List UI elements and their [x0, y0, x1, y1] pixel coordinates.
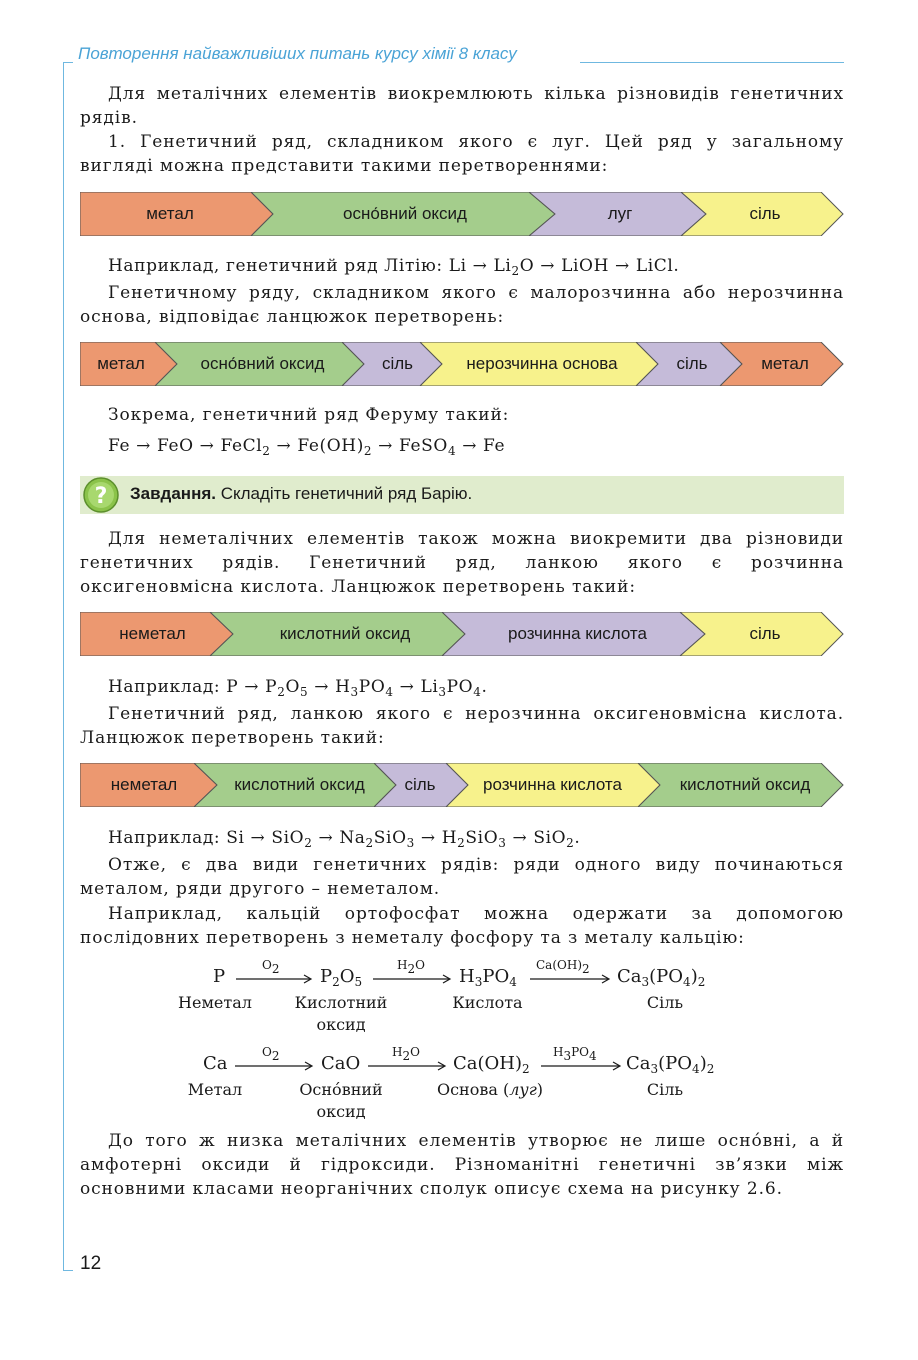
scheme-ca3po42: $Ca_3(PO_4)_2$ — [617, 966, 706, 989]
reagent-h-symbol: H — [553, 1045, 564, 1059]
scheme-label-acid-oxide-2: оксид — [316, 1015, 366, 1034]
scheme-label-base — [420, 1079, 560, 1101]
reagent-water: $H_2O$ — [397, 958, 425, 976]
reagent-water-h: H — [397, 958, 408, 972]
scheme-label-salt: Сіль — [646, 1080, 684, 1099]
chain-soluble-acid — [80, 612, 844, 656]
chain-insoluble-base — [80, 342, 844, 386]
reagent-oxygen: $O_2$ — [262, 1045, 280, 1063]
margin-tick-top — [63, 62, 73, 63]
running-header: Повторення найважливіших питань курсу хімії 8 класу — [78, 44, 517, 63]
chain-item-salt: сіль — [404, 775, 436, 794]
paragraph-alkali-series: 1. Генетичний ряд, складником якого є луг. Цей ряд у загальному вигляді можна представити такими перетвореннями: — [80, 132, 844, 176]
chain-item-acid-oxide: кислотний оксид — [679, 775, 811, 794]
example-label: Наприклад: — [108, 677, 227, 697]
chain-item-alkali: луг — [607, 204, 633, 223]
scheme-label-basic-oxide-1: Осно́вний — [299, 1080, 383, 1099]
chain-item-acid-oxide: кислотний оксид — [279, 624, 411, 643]
reagent-water-o: O — [410, 1045, 420, 1059]
chain-item-insoluble-base: нерозчинна основа — [466, 354, 618, 373]
paragraph-final: До того ж низка металічних елементів утворює не лише осно́вні, а й амфотерні оксиди й гідроксиди. Різноманітні генетичні зв’язки між основними класами неорганічних сполук описує схема на рисунку 2.6. — [80, 1131, 844, 1199]
reagent-water-o: O — [415, 958, 425, 972]
paragraph-nonmetal: Для неметалічних елементів також можна виокремити два різновиди генетичних рядів. Генетичний ряд, ланкою якого є розчинна оксигеновмісна кислота. Ланцюжок перетворень такий: — [80, 529, 844, 597]
scheme-calcium: Ca — [203, 1053, 228, 1074]
reagent-phosphoric-acid: $H_3PO_4$ — [553, 1045, 597, 1063]
scheme-label-salt: Сіль — [646, 993, 684, 1012]
example-label: Наприклад: — [108, 828, 227, 848]
scheme-phosphorus: P — [213, 966, 226, 987]
scheme-label-acid: Кислота — [452, 993, 523, 1012]
scheme-h3po4: $H_3PO_4$ — [459, 966, 517, 989]
reagent-water-h: H — [392, 1045, 403, 1059]
scheme-p2o5: $P_2O_5$ — [320, 966, 363, 989]
margin-tick-bottom — [63, 1270, 73, 1271]
reagent-po-symbol: PO — [571, 1045, 590, 1059]
chain-item-soluble-acid: розчинна кислота — [483, 775, 622, 794]
chain-item-metal: метал — [146, 204, 194, 223]
phosphorus-example: Наприклад: $P \to P_2O_5 \to H_3PO_4 \to Li_3PO_4$. — [108, 677, 488, 699]
chain-item-salt: сіль — [749, 624, 781, 643]
scheme-label-basic-oxide-2: оксид — [316, 1102, 366, 1121]
task-title: Завдання. — [130, 484, 216, 503]
svg-text:?: ? — [94, 484, 108, 509]
scheme-label-nonmetal: Неметал — [178, 993, 252, 1012]
chain-item-salt: сіль — [676, 354, 708, 373]
iron-example: Fe → FeO → FeCl$_2$ → $Fe(OH)_2$ → FeSO$_4$ → Fe — [108, 436, 506, 458]
reagent-oxygen: $O_2$ — [262, 958, 280, 976]
reagent-oxygen-symbol: O — [262, 1045, 272, 1059]
chain-item-metal: метал — [97, 354, 145, 373]
scheme-ca3po42: $Ca_3(PO_4)_2$ — [626, 1053, 715, 1076]
chain-item-basic-oxide: осно́вний оксид — [343, 204, 467, 223]
chain-item-soluble-acid: розчинна кислота — [508, 624, 647, 643]
scheme-label-acid-oxide-1: Кислотний — [294, 993, 388, 1012]
paragraph-insoluble-base: Генетичному ряду, складником якого є малорозчинна або нерозчинна основа, відповідає ланцюжок перетворень: — [80, 283, 844, 327]
chain-alkali — [80, 192, 844, 236]
lithium-example-label: Наприклад, генетичний ряд Літію: — [108, 256, 449, 276]
scheme-label-base-close: ) — [536, 1080, 544, 1099]
page-number: 12 — [80, 1253, 102, 1274]
margin-rule — [63, 62, 64, 1270]
paragraph-iron: Зокрема, генетичний ряд Феруму такий: — [108, 405, 510, 425]
paragraph-intro: Для металічних елементів виокремлюють кілька різновидів генетичних рядів. — [80, 84, 844, 128]
reagent-calcium-hydroxide: $Ca(OH)_2$ — [536, 958, 590, 976]
reagent-caoh-symbol: Ca(OH) — [536, 958, 583, 972]
reagent-oxygen-symbol: O — [262, 958, 272, 972]
scheme-cao: CaO — [321, 1053, 361, 1074]
chain-item-acid-oxide: кислотний оксид — [234, 775, 365, 794]
reagent-water: $H_2O$ — [392, 1045, 420, 1063]
paragraph-calcium-phosphate: Наприклад, кальцій ортофосфат можна одержати за допомогою послідовних перетворень з неметалу фосфору та з металу кальцію: — [80, 904, 844, 948]
paragraph-insoluble-acid: Генетичний ряд, ланкою якого є нерозчинна оксигеновмісна кислота. Ланцюжок перетворень такий: — [80, 704, 844, 748]
chain-item-nonmetal: неметал — [110, 775, 178, 794]
chain-item-nonmetal: неметал — [119, 624, 186, 643]
silicon-example: Наприклад: $Si \to SiO_2 \to Na_2SiO_3 \to H_2SiO_3 \to SiO_2$. — [108, 828, 581, 850]
question-icon — [82, 475, 120, 515]
scheme-label-metal: Метал — [187, 1080, 243, 1099]
task-text — [130, 484, 472, 504]
chain-insoluble-acid — [80, 763, 844, 807]
scheme-label-base-text: Основа ( — [436, 1080, 510, 1099]
chain-item-salt: сіль — [749, 204, 781, 223]
chain-item-metal: метал — [761, 354, 809, 373]
chain-item-salt: сіль — [381, 354, 414, 373]
paragraph-conclusion: Отже, є два види генетичних рядів: ряди одного виду починаються металом, ряди другого – неметалом. — [80, 855, 844, 899]
lithium-example: Наприклад, генетичний ряд Літію: $Li \to Li_2O$ → LiOH → LiCl. — [108, 256, 680, 278]
chain-item-basic-oxide: осно́вний оксид — [200, 354, 325, 373]
scheme-label-alkali: луг — [509, 1080, 537, 1099]
scheme-caoh2: $Ca(OH)_2$ — [453, 1053, 530, 1076]
header-rule — [580, 62, 844, 63]
task-body: Складіть генетичний ряд Барію. — [215, 484, 473, 503]
